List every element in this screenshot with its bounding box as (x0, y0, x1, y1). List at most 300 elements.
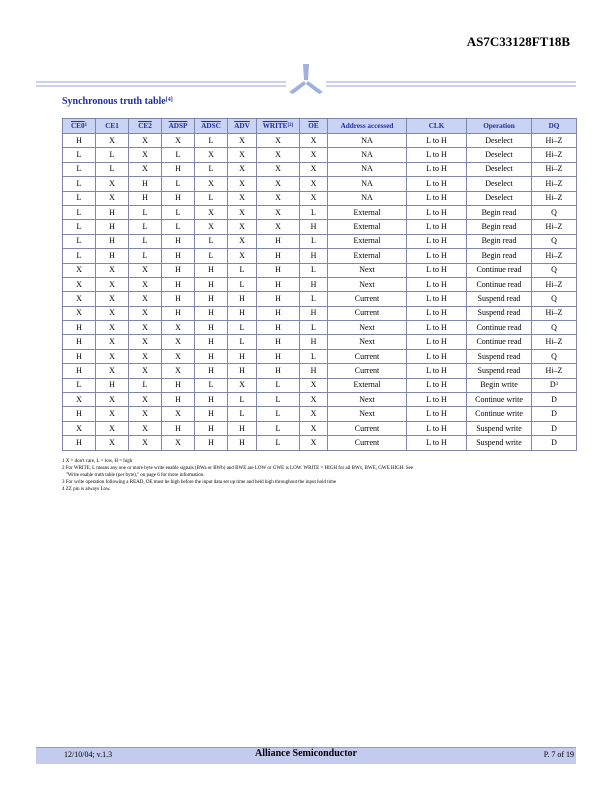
table-cell: X (300, 134, 328, 148)
table-cell: Deselect (467, 162, 532, 176)
table-cell: X (195, 148, 228, 162)
table-cell: L to H (407, 134, 467, 148)
table-cell: L (228, 335, 257, 349)
table-cell: Hi–Z (532, 335, 577, 349)
table-cell: L (300, 321, 328, 335)
table-row (63, 277, 577, 291)
table-cell: X (257, 148, 300, 162)
table-row (63, 205, 577, 219)
table-cell: X (228, 162, 257, 176)
header-rule-logo (0, 62, 612, 96)
table-cell: H (257, 335, 300, 349)
table-cell: X (96, 407, 129, 421)
table-cell: X (228, 220, 257, 234)
table-cell: X (228, 378, 257, 392)
column-header: CE1 (96, 119, 129, 134)
table-cell: Hi–Z (532, 191, 577, 205)
table-cell: Suspend read (467, 306, 532, 320)
table-cell: Current (328, 364, 407, 378)
table-cell: Continue write (467, 407, 532, 421)
table-cell: L to H (407, 364, 467, 378)
table-cell: Q (532, 205, 577, 219)
table-cell: NA (328, 162, 407, 176)
table-cell: X (63, 421, 96, 435)
table-cell: H (228, 421, 257, 435)
table-cell: H (300, 249, 328, 263)
table-cell: L (63, 378, 96, 392)
table-cell: L to H (407, 220, 467, 234)
table-row (63, 134, 577, 148)
table-cell: Next (328, 277, 407, 291)
table-cell: X (300, 436, 328, 450)
table-cell: X (96, 134, 129, 148)
table-cell: Deselect (467, 191, 532, 205)
table-row (63, 349, 577, 363)
table-cell: X (162, 364, 195, 378)
table-cell: X (63, 277, 96, 291)
table-row (63, 436, 577, 450)
table-cell: H (96, 249, 129, 263)
table-row (63, 148, 577, 162)
footnote: "Write enable truth table (per byte)," on page 6 for more information. (62, 473, 205, 478)
table-cell: L (300, 263, 328, 277)
table-cell: H (162, 191, 195, 205)
table-row (63, 335, 577, 349)
table-row (63, 378, 577, 392)
table-cell: L to H (407, 177, 467, 191)
table-cell: X (129, 364, 162, 378)
table-cell: External (328, 249, 407, 263)
table-cell: X (129, 393, 162, 407)
table-cell: External (328, 234, 407, 248)
table-cell: H (195, 263, 228, 277)
table-cell: Q (532, 263, 577, 277)
table-cell: L to H (407, 321, 467, 335)
column-header: ADSC (195, 119, 228, 134)
table-cell: X (96, 349, 129, 363)
table-cell: X (162, 321, 195, 335)
table-cell: L (162, 205, 195, 219)
table-cell: Next (328, 263, 407, 277)
table-cell: X (96, 177, 129, 191)
table-cell: H (257, 321, 300, 335)
table-cell: X (129, 263, 162, 277)
table-cell: X (300, 148, 328, 162)
table-cell: H (96, 220, 129, 234)
table-cell: H (195, 349, 228, 363)
table-cell: Begin read (467, 220, 532, 234)
column-header: $\overline{ADV}$ (228, 119, 257, 134)
table-cell: L (162, 148, 195, 162)
table-cell: H (257, 263, 300, 277)
table-cell: H (162, 393, 195, 407)
table-cell: Continue read (467, 277, 532, 291)
table-cell: H (300, 364, 328, 378)
table-cell: X (162, 134, 195, 148)
table-cell: L (257, 407, 300, 421)
table-cell: X (63, 306, 96, 320)
table-row (63, 162, 577, 176)
table-cell: H (96, 234, 129, 248)
table-cell: X (129, 148, 162, 162)
table-cell: L (228, 277, 257, 291)
table-cell: L (257, 436, 300, 450)
table-cell: H (63, 134, 96, 148)
table-cell: X (129, 134, 162, 148)
table-cell: L to H (407, 191, 467, 205)
table-cell: Hi–Z (532, 277, 577, 291)
table-cell: L (300, 234, 328, 248)
table-cell: L to H (407, 205, 467, 219)
table-cell: X (96, 292, 129, 306)
table-cell: H (63, 436, 96, 450)
table-row (63, 177, 577, 191)
table-cell: H (162, 421, 195, 435)
table-cell: L to H (407, 249, 467, 263)
table-cell: Begin read (467, 205, 532, 219)
table-cell: H (63, 407, 96, 421)
table-cell: NA (328, 134, 407, 148)
table-cell: X (162, 335, 195, 349)
table-cell: X (129, 335, 162, 349)
table-cell: L to H (407, 393, 467, 407)
table-cell: X (96, 421, 129, 435)
table-cell: X (228, 134, 257, 148)
table-cell: L (300, 205, 328, 219)
table-cell: L (96, 148, 129, 162)
table-cell: H (96, 378, 129, 392)
table-cell: X (96, 191, 129, 205)
table-cell: L to H (407, 292, 467, 306)
table-cell: H (300, 277, 328, 291)
table-body (63, 134, 577, 451)
column-header: $\overline{OE}$ (300, 119, 328, 134)
table-row (63, 421, 577, 435)
table-cell: X (257, 177, 300, 191)
table-cell: L to H (407, 421, 467, 435)
table-cell: Hi–Z (532, 220, 577, 234)
table-cell: H (195, 436, 228, 450)
footer-page-number: P. 7 of 19 (543, 750, 574, 759)
table-cell: H (228, 306, 257, 320)
table-row (63, 393, 577, 407)
table-cell: X (129, 277, 162, 291)
table-cell: X (129, 292, 162, 306)
table-cell: H (257, 277, 300, 291)
table-cell: H (162, 306, 195, 320)
table-cell: External (328, 220, 407, 234)
table-cell: L (257, 421, 300, 435)
table-cell: H (228, 436, 257, 450)
table-cell: H (195, 407, 228, 421)
table-cell: X (63, 393, 96, 407)
table-cell: L (129, 220, 162, 234)
table-cell: Next (328, 321, 407, 335)
table-cell: L (300, 349, 328, 363)
table-row (63, 191, 577, 205)
table-cell: H (162, 263, 195, 277)
table-cell: H (162, 277, 195, 291)
table-cell: H (162, 249, 195, 263)
table-cell: NA (328, 148, 407, 162)
table-row (63, 364, 577, 378)
table-cell: X (257, 191, 300, 205)
table-cell: L to H (407, 378, 467, 392)
table-cell: L (129, 378, 162, 392)
table-cell: L (195, 234, 228, 248)
table-cell: H (63, 364, 96, 378)
table-row (63, 407, 577, 421)
table-cell: Hi–Z (532, 249, 577, 263)
table-cell: H (300, 306, 328, 320)
table-header-row (63, 119, 577, 134)
table-row (63, 249, 577, 263)
table-cell: D (532, 436, 577, 450)
table-cell: H (300, 335, 328, 349)
table-cell: L (63, 148, 96, 162)
footnote: 2 For WRITE, L means any one or more byte write enable signals (BWa or BWb) and BWE are LOW or GWE is LOW. WRITE = HIGH for all BWx, BWE, GWE HIGH. See (62, 466, 414, 471)
table-cell: H (257, 349, 300, 363)
table-cell: L (63, 162, 96, 176)
table-cell: H (96, 205, 129, 219)
table-row (63, 263, 577, 277)
table-cell: Suspend read (467, 349, 532, 363)
footnote: 4 ZZ pin is always Low. (62, 487, 111, 492)
table-cell: L to H (407, 148, 467, 162)
table-cell: X (129, 407, 162, 421)
section-title: Synchronous truth table[4] (62, 96, 173, 107)
table-cell: Q (532, 292, 577, 306)
table-cell: Hi–Z (532, 162, 577, 176)
table-cell: X (300, 191, 328, 205)
table-cell: X (300, 407, 328, 421)
column-header: WRITE[2] (257, 119, 300, 134)
table-cell: X (162, 436, 195, 450)
table-cell: $D^3$ (532, 378, 577, 392)
table-cell: H (257, 234, 300, 248)
table-cell: X (129, 349, 162, 363)
table-cell: H (228, 349, 257, 363)
table-cell: L (257, 393, 300, 407)
table-cell: L to H (407, 234, 467, 248)
table-cell: X (129, 421, 162, 435)
table-cell: L to H (407, 162, 467, 176)
table-cell: External (328, 378, 407, 392)
table-cell: L to H (407, 277, 467, 291)
table-cell: L (129, 249, 162, 263)
table-cell: X (228, 191, 257, 205)
table-cell: X (96, 321, 129, 335)
column-header: $CE0^1$ (63, 119, 96, 134)
table-cell: L (63, 191, 96, 205)
table-cell: L to H (407, 436, 467, 450)
table-cell: L (195, 378, 228, 392)
footnotes (62, 458, 562, 493)
table-cell: Deselect (467, 148, 532, 162)
table-cell: NA (328, 177, 407, 191)
table-cell: D (532, 407, 577, 421)
table-cell: H (300, 220, 328, 234)
table-cell: NA (328, 191, 407, 205)
table-cell: Hi–Z (532, 148, 577, 162)
table-cell: Continue read (467, 335, 532, 349)
table-cell: Q (532, 349, 577, 363)
table-cell: Current (328, 306, 407, 320)
footer-company: Alliance Semiconductor (255, 748, 357, 759)
table-cell: Continue read (467, 263, 532, 277)
table-cell: X (195, 205, 228, 219)
table-cell: Q (532, 234, 577, 248)
table-cell: D (532, 421, 577, 435)
table-cell: X (63, 292, 96, 306)
column-header: Address accessed (328, 119, 407, 134)
table-cell: X (228, 234, 257, 248)
table-cell: H (195, 421, 228, 435)
table-cell: L (257, 378, 300, 392)
table-cell: H (195, 277, 228, 291)
column-header: ADSP (162, 119, 195, 134)
table-cell: L (228, 321, 257, 335)
table-cell: L (195, 191, 228, 205)
table-cell: L (228, 407, 257, 421)
table-cell: X (63, 263, 96, 277)
table-cell: X (228, 205, 257, 219)
table-cell: X (96, 436, 129, 450)
table-cell: X (96, 335, 129, 349)
table-cell: X (228, 177, 257, 191)
table-cell: H (228, 364, 257, 378)
table-cell: X (300, 393, 328, 407)
table-cell: H (162, 162, 195, 176)
table-cell: X (129, 436, 162, 450)
table-cell: L (129, 234, 162, 248)
table-cell: D (532, 393, 577, 407)
table-row (63, 234, 577, 248)
table-cell: Begin write (467, 378, 532, 392)
table-cell: L (96, 162, 129, 176)
table-cell: External (328, 205, 407, 219)
table-cell: Next (328, 393, 407, 407)
table-cell: X (96, 393, 129, 407)
table-cell: L to H (407, 306, 467, 320)
table-cell: X (300, 162, 328, 176)
table-cell: X (257, 134, 300, 148)
table-cell: Next (328, 335, 407, 349)
table-cell: L (228, 263, 257, 277)
table-cell: Suspend write (467, 421, 532, 435)
watermark (200, 370, 210, 395)
table-cell: X (162, 349, 195, 363)
table-cell: X (129, 321, 162, 335)
table-cell: Hi–Z (532, 364, 577, 378)
table-row (63, 220, 577, 234)
table-cell: X (257, 220, 300, 234)
table-cell: L (162, 220, 195, 234)
table-cell: Hi–Z (532, 177, 577, 191)
table-cell: H (257, 306, 300, 320)
table-cell: L (63, 234, 96, 248)
table-cell: L (129, 205, 162, 219)
table-cell: L (63, 220, 96, 234)
table-cell: Deselect (467, 134, 532, 148)
column-header: CE2 (129, 119, 162, 134)
table-row (63, 306, 577, 320)
table-cell: H (195, 335, 228, 349)
table-cell: L (228, 393, 257, 407)
table-cell: X (162, 407, 195, 421)
footnote: 3 For write operation following a READ, OE must be high before the input data set up time and held high throughout the input hold time (62, 480, 337, 485)
table-cell: L (195, 249, 228, 263)
table-cell: L (63, 205, 96, 219)
table-cell: H (162, 292, 195, 306)
table-cell: X (195, 220, 228, 234)
table-cell: Current (328, 349, 407, 363)
table-cell: X (129, 306, 162, 320)
table-cell: H (63, 321, 96, 335)
table-cell: X (228, 249, 257, 263)
table-cell: H (195, 306, 228, 320)
table-cell: H (195, 364, 228, 378)
truth-table (62, 118, 577, 451)
part-number: AS7C33128FT18B (466, 34, 570, 49)
table-cell: Next (328, 407, 407, 421)
table-cell: Hi–Z (532, 306, 577, 320)
table-cell: H (195, 393, 228, 407)
table-cell: Begin read (467, 249, 532, 263)
table-cell: X (96, 364, 129, 378)
table-cell: H (63, 335, 96, 349)
table-cell: Q (532, 321, 577, 335)
table-cell: X (300, 378, 328, 392)
table-cell: L to H (407, 349, 467, 363)
table-cell: L to H (407, 407, 467, 421)
table-cell: L to H (407, 263, 467, 277)
table-cell: H (257, 364, 300, 378)
table-cell: H (129, 191, 162, 205)
table-cell: Current (328, 421, 407, 435)
table-cell: Current (328, 292, 407, 306)
table-cell: L (63, 177, 96, 191)
table-cell: Suspend read (467, 364, 532, 378)
table-cell: X (96, 306, 129, 320)
table-cell: X (300, 421, 328, 435)
table-cell: Continue read (467, 321, 532, 335)
table-cell: H (228, 292, 257, 306)
table-cell: H (195, 292, 228, 306)
table-cell: X (96, 263, 129, 277)
table-cell: H (162, 234, 195, 248)
table-cell: X (195, 177, 228, 191)
table-row (63, 292, 577, 306)
table-cell: Hi–Z (532, 134, 577, 148)
table-cell: H (162, 378, 195, 392)
table-cell: X (300, 177, 328, 191)
table-cell: Current (328, 436, 407, 450)
table-cell: H (129, 177, 162, 191)
table-cell: L (195, 134, 228, 148)
footer-date: 12/10/04; v.1.3 (64, 750, 113, 759)
table-cell: L (195, 162, 228, 176)
table-cell: Suspend write (467, 436, 532, 450)
table-cell: L to H (407, 335, 467, 349)
table-cell: H (195, 321, 228, 335)
table-cell: X (96, 277, 129, 291)
table-cell: X (257, 205, 300, 219)
table-cell: H (257, 292, 300, 306)
alliance-logo-icon (289, 64, 323, 94)
column-header: CLK (407, 119, 467, 134)
table-cell: Deselect (467, 177, 532, 191)
